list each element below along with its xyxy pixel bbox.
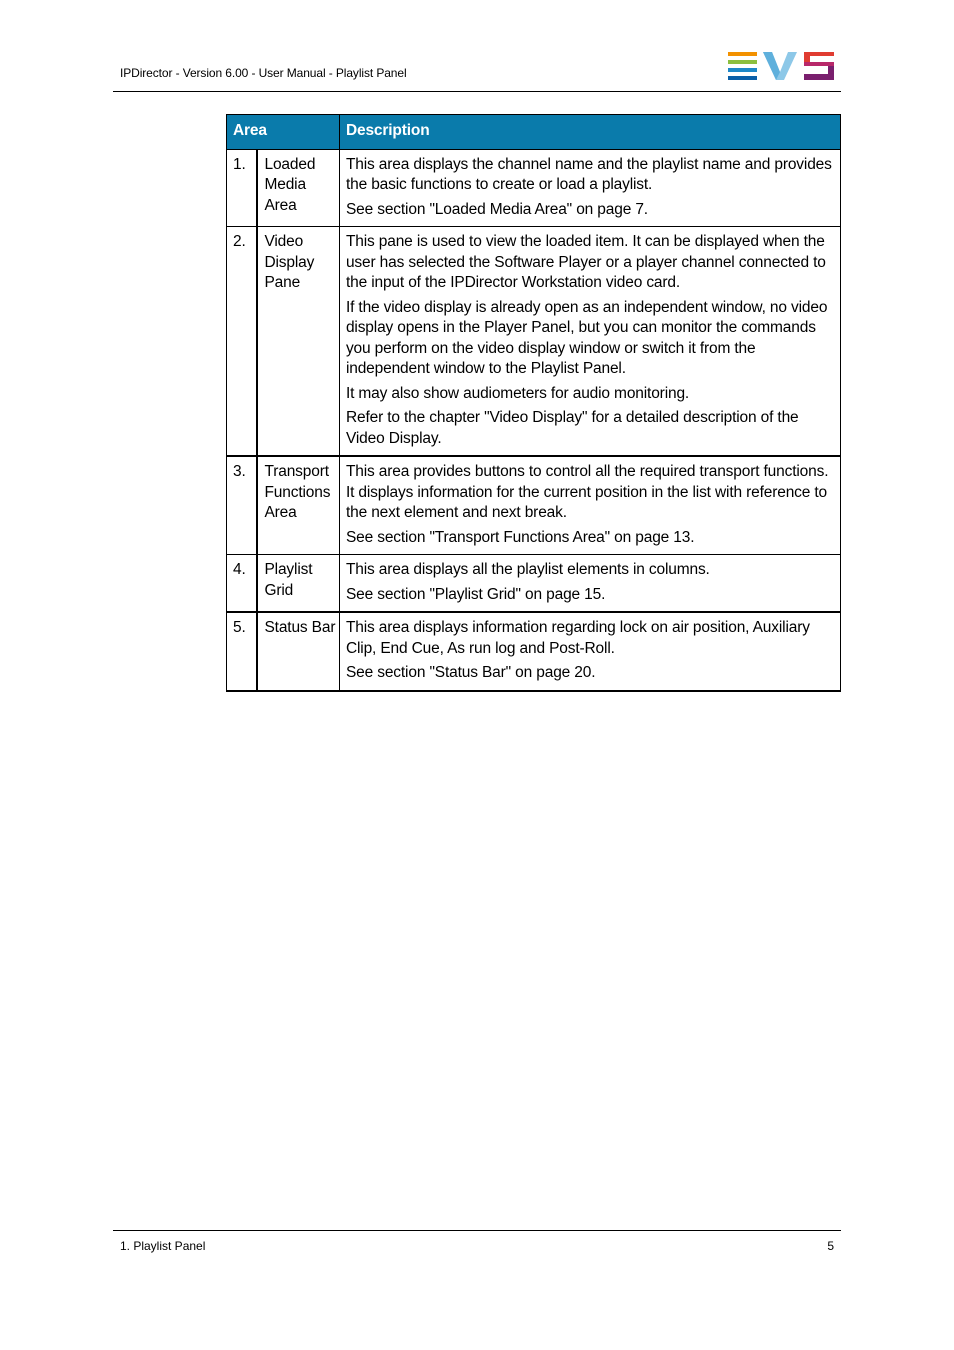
table-row: [227, 456, 841, 555]
area-name: Loaded Media Area: [257, 149, 339, 227]
cross-reference: See section "Playlist Grid" on page 15.: [345, 585, 606, 603]
table-row: [227, 612, 841, 691]
description-paragraph: It may also show audiometers for audio monitoring.: [345, 384, 690, 402]
area-name: Video Display Pane: [257, 227, 339, 457]
cross-reference: See section "Status Bar" on page 20.: [345, 664, 596, 681]
description-paragraph: If the video display is already open as an independent window, no video display opens in the Player Panel, but you can monitor the commands you perform on the video display window or switch it from the independent window to the Playlist Panel.: [345, 298, 828, 377]
area-description: [339, 149, 840, 227]
cross-reference: See section "Transport Functions Area" on page 13.: [345, 528, 695, 546]
description-paragraph: This area provides buttons to control all the required transport functions. It displays information for the current position in the list with reference to the next element and next break.: [345, 463, 829, 521]
area-description: [339, 456, 840, 555]
row-number: 4.: [227, 555, 258, 613]
description-paragraph: This area displays information regarding lock on air position, Auxiliary Clip, End Cue, As run log and Post-Roll.: [345, 619, 810, 657]
document-title: IPDirector - Version 6.00 - User Manual - Playlist Panel: [120, 66, 407, 80]
area-description: [339, 612, 840, 691]
description-column-header: Description: [339, 115, 840, 150]
row-number: 2.: [227, 227, 258, 457]
table-row: [227, 555, 841, 613]
area-name: Transport Functions Area: [257, 456, 339, 555]
chapter-label: 1. Playlist Panel: [120, 1239, 206, 1253]
cross-reference: See section "Loaded Media Area" on page 7.: [345, 200, 648, 218]
page-header: [113, 50, 841, 92]
table-header-row: [227, 115, 841, 150]
area-description: [339, 227, 840, 457]
area-column-header: Area: [227, 115, 340, 150]
description-paragraph: This area displays all the playlist elements in columns.: [345, 561, 710, 578]
evs-logo: [728, 52, 834, 80]
area-name: Status Bar: [257, 612, 339, 691]
area-name: Playlist Grid: [257, 555, 339, 613]
page-number: 5: [827, 1239, 834, 1253]
row-number: 1.: [227, 149, 258, 227]
area-description-table: [226, 114, 841, 692]
row-number: 5.: [227, 612, 258, 691]
row-number: 3.: [227, 456, 258, 555]
description-paragraph: This pane is used to view the loaded item. It can be displayed when the user has selected the Software Player or a player channel connected to the input of the IPDirector Workstation video card.: [345, 233, 826, 291]
table-row: [227, 227, 841, 457]
cross-reference: Refer to the chapter "Video Display" for a detailed description of the Video Display.: [345, 409, 799, 447]
description-paragraph: This area displays the channel name and the playlist name and provides the basic functions to create or load a playlist.: [345, 155, 832, 193]
page-footer: [113, 1230, 841, 1253]
area-description: [339, 555, 840, 613]
table-row: [227, 149, 841, 227]
